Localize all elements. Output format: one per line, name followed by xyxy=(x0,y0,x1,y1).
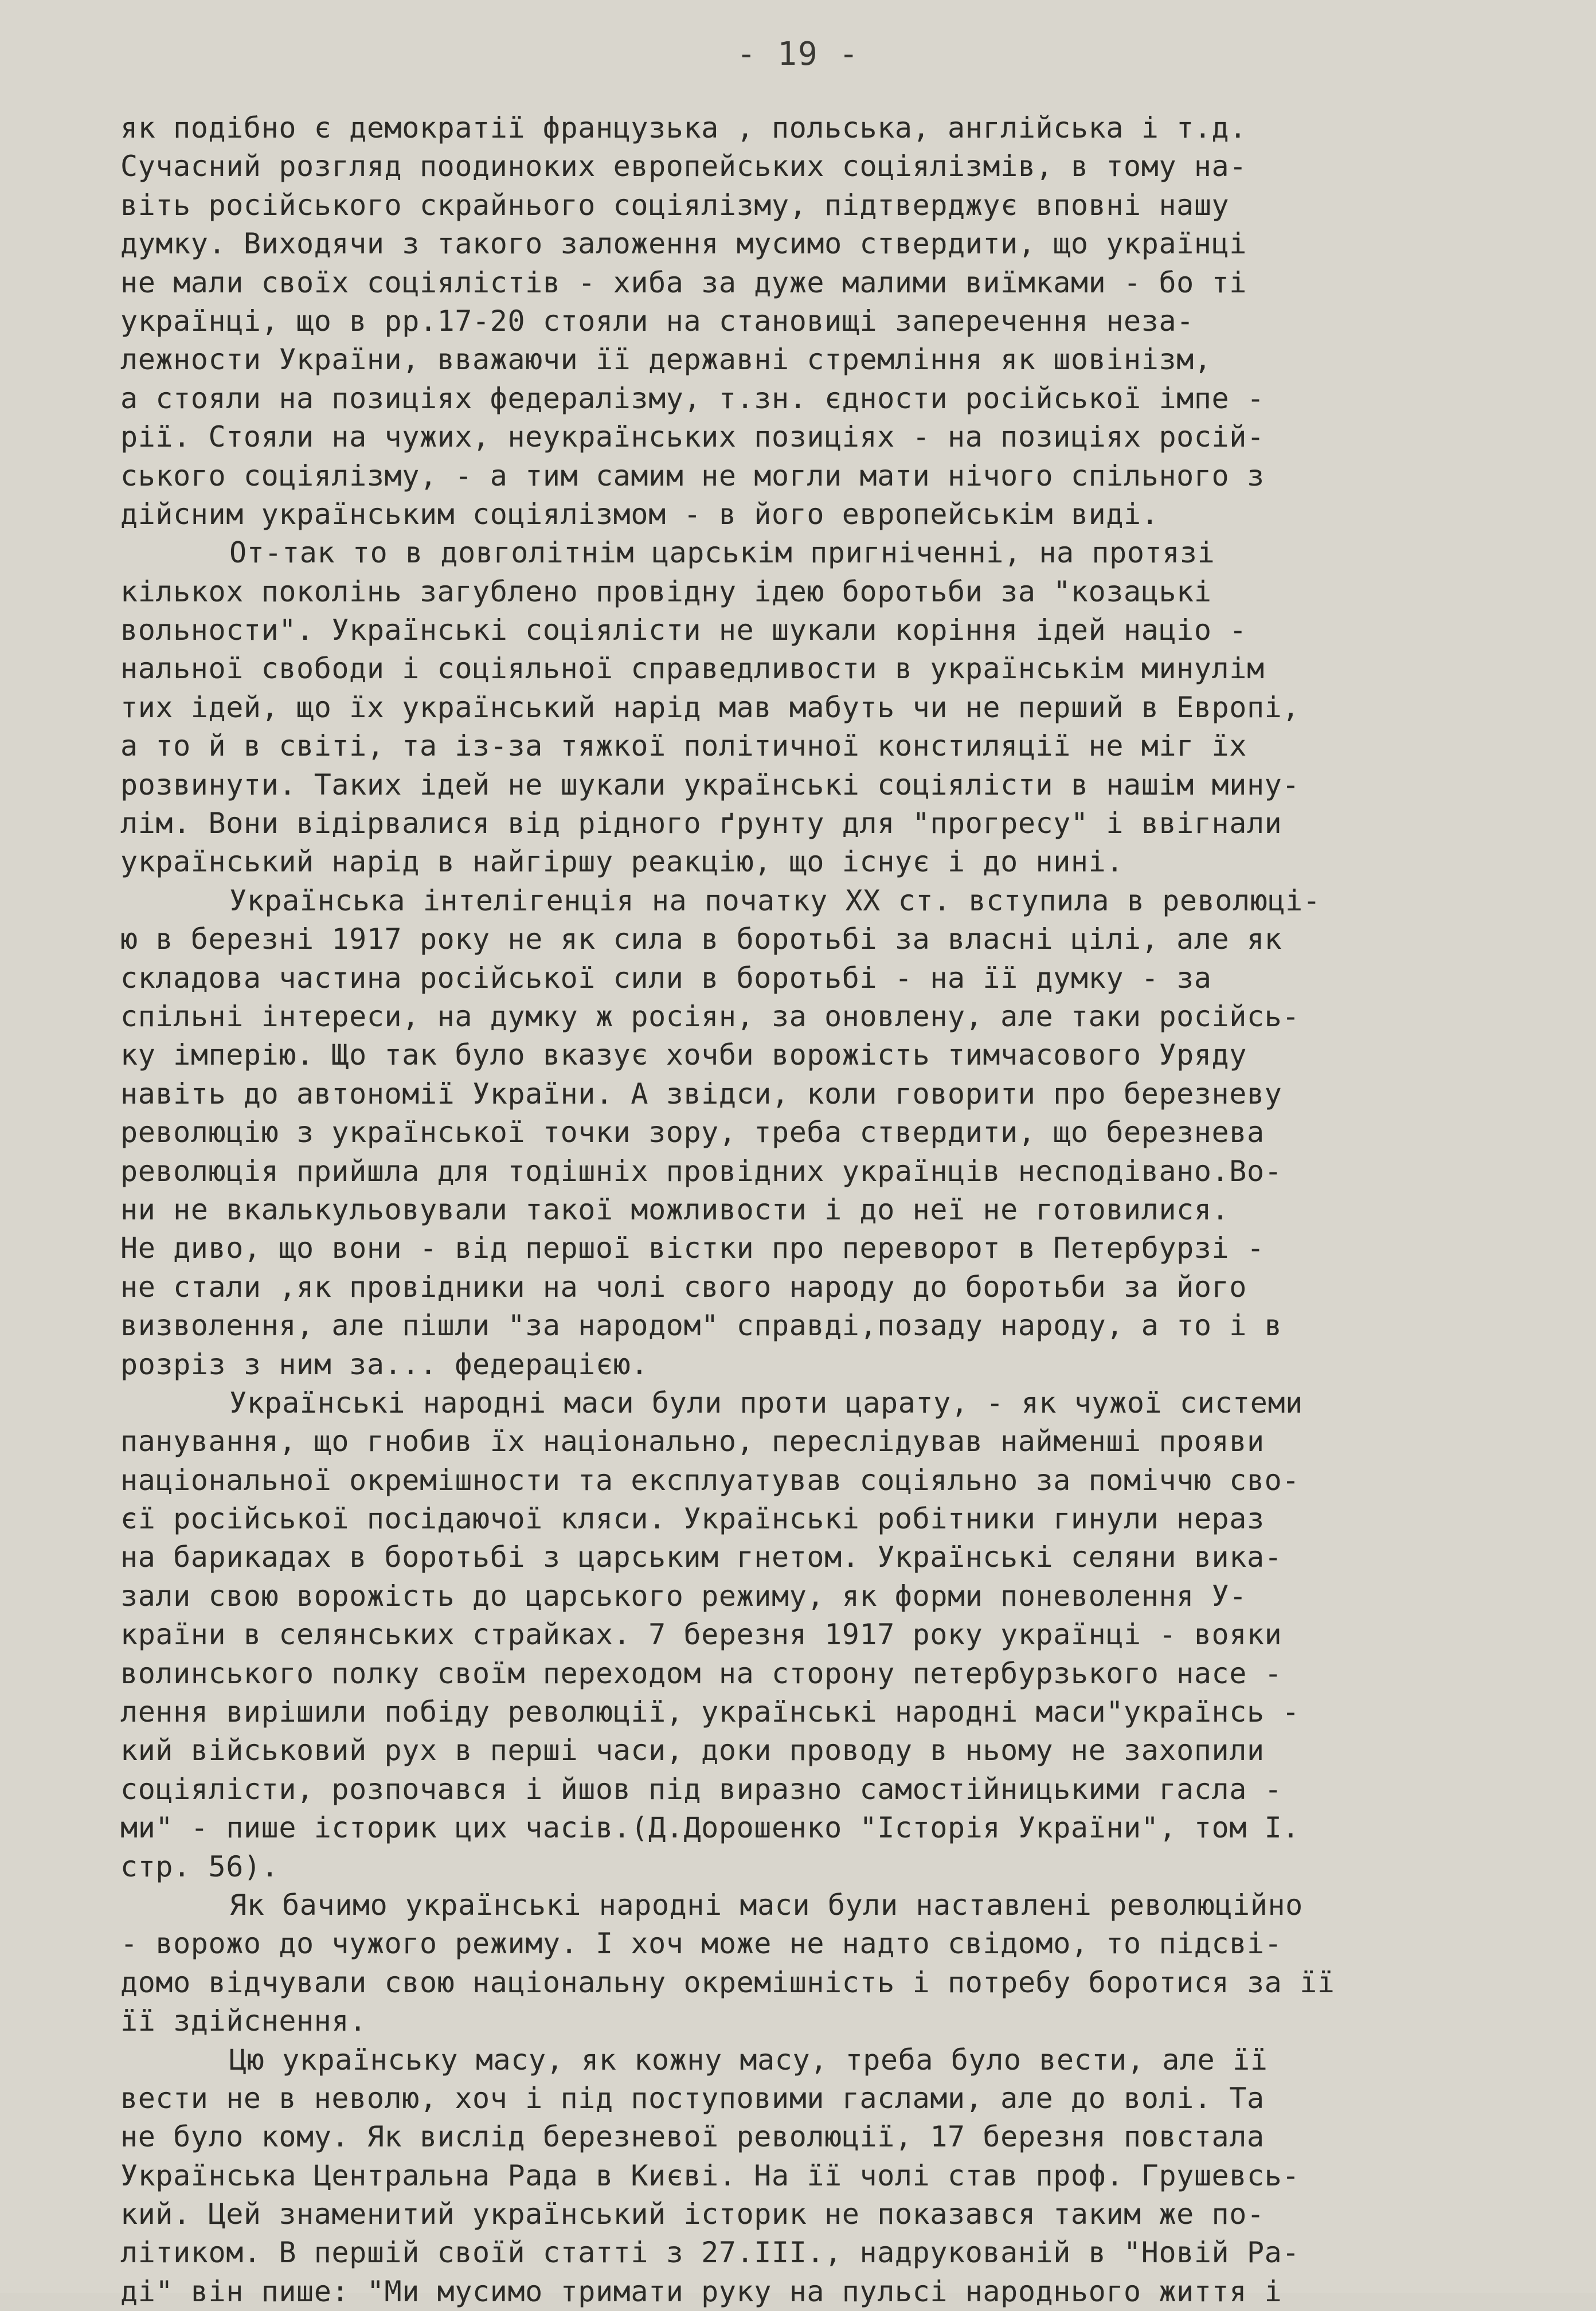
text-line: її здійснення. xyxy=(120,2004,367,2038)
text-line: волинського полку своїм переходом на сторону петербурзького насе - xyxy=(120,1656,1282,1690)
text-line: ю в березні 1917 року не як сила в боротьбі за власні цілі, але як xyxy=(120,922,1282,956)
text-line: не стали ,як провідники на чолі свого народу до боротьби за його xyxy=(120,1270,1247,1304)
text-line: спільні інтереси, на думку ж росіян, за оновлену, але таки російсь- xyxy=(120,999,1300,1033)
text-line: Сучасний розгляд поодиноких европейських соціялізмів, в тому на- xyxy=(120,150,1247,183)
text-line: лежности України, вважаючи її державні стремління як шовінізм, xyxy=(120,343,1212,377)
text-line: єї російської посідаючої кляси. Українські робітники гинули нераз xyxy=(120,1502,1265,1536)
text-line: Українська Центральна Рада в Києві. На її чолі став проф. Грушевсь- xyxy=(120,2159,1300,2192)
text-line: ку імперію. Що так було вказує хочби ворожість тимчасового Уряду xyxy=(120,1038,1247,1072)
text-line: Українська інтелігенція на початку XX ст. вступила в революці- xyxy=(229,883,1321,917)
text-line: як подібно є демократії французька , польська, англійська і т.д. xyxy=(120,111,1247,144)
text-line: революцію з української точки зору, треба ствердити, що березнева xyxy=(120,1116,1265,1149)
page-number: - 19 - xyxy=(736,36,860,73)
text-line: навіть до автономії України. А звідси, коли говорити про березневу xyxy=(120,1077,1282,1110)
text-line: країни в селянських страйках. 7 березня 1917 року українці - вояки xyxy=(120,1618,1282,1652)
text-line: думку. Виходячи з такого заложення мусимо ствердити, що українці xyxy=(120,227,1247,261)
text-line: вести не в неволю, хоч і під поступовими гаслами, але до волі. Та xyxy=(120,2081,1265,2115)
text-line: Українські народні маси були проти царату, - як чужої системи xyxy=(229,1386,1303,1420)
text-line: кількох поколінь загублено провідну ідею боротьби за "козацькі xyxy=(120,574,1212,608)
text-line: зали свою ворожість до царського режиму, як форми поневолення У- xyxy=(120,1579,1247,1613)
text-line: ни не вкалькульовували такої можливости і до неї не готовилися. xyxy=(120,1192,1230,1226)
text-line: Цю українську масу, як кожну масу, треба було вести, але її xyxy=(229,2043,1268,2077)
text-line: кий. Цей знаменитий український історик не показався таким же по- xyxy=(120,2197,1265,2231)
text-line: український нарід в найгіршу реакцію, що існує і до нині. xyxy=(120,845,1124,879)
text-line: складова частина російської сили в боротьбі - на її думку - за xyxy=(120,961,1212,995)
text-line: не було кому. Як вислід березневої революції, 17 березня повстала xyxy=(120,2120,1265,2154)
text-line: лім. Вони відірвалися від рідного ґрунту для "прогресу" і ввігнали xyxy=(120,807,1282,840)
body-text xyxy=(120,109,1536,2311)
text-line: віть російського скрайнього соціялізму, підтверджує вповні нашу xyxy=(120,188,1230,222)
text-line: дійсним українським соціялізмом - в його европейськім виді. xyxy=(120,497,1159,531)
text-line: ського соціялізму, - а тим самим не могли мати нічого спільного з xyxy=(120,459,1265,492)
text-line: на барикадах в боротьбі з царським гнетом. Українські селяни вика- xyxy=(120,1540,1282,1574)
text-line: стр. 56). xyxy=(120,1849,279,1883)
text-line: розвинути. Таких ідей не шукали українські соціялісти в нашім мину- xyxy=(120,768,1300,801)
text-line: панування, що гнобив їх національно, переслідував найменші прояви xyxy=(120,1425,1265,1458)
text-line: тих ідей, що їх український нарід мав мабуть чи не перший в Европі, xyxy=(120,690,1300,724)
text-line: розріз з ним за... федерацією. xyxy=(120,1347,649,1381)
text-line: не мали своїх соціялістів - хиба за дуже малими виїмками - бо ті xyxy=(120,265,1247,299)
text-line: Не диво, що вони - від першої вістки про переворот в Петербурзі - xyxy=(120,1231,1265,1265)
text-line: лення вирішили побіду революції, українські народні маси"українсь - xyxy=(120,1695,1300,1729)
text-line: революція прийшла для тодішніх провідних українців несподівано.Во- xyxy=(120,1154,1282,1188)
text-line: кий військовий рух в перші часи, доки проводу в ньому не захопили xyxy=(120,1734,1265,1768)
text-line: літиком. В першій своїй статті з 27.III., надрукованій в "Новій Ра- xyxy=(120,2236,1300,2270)
text-line: а стояли на позиціях федералізму, т.зн. єдности російської імпе - xyxy=(120,381,1265,415)
text-line: - ворожо до чужого режиму. І хоч може не надто свідомо, то підсві- xyxy=(120,1927,1282,1961)
text-line: вольности". Українські соціялісти не шукали коріння ідей націо - xyxy=(120,613,1247,647)
text-line: українці, що в рр.17-20 стояли на становищі заперечення неза- xyxy=(120,304,1194,338)
text-line: От-так то в довголітнім царськім пригніченні, на протязі xyxy=(229,536,1215,570)
text-line: а то й в світі, та із-за тяжкої політичної констиляції не міг їх xyxy=(120,729,1247,763)
text-line: ми" - пише історик цих часів.(Д.Дорошенко "Історія України", том I. xyxy=(120,1811,1300,1845)
text-line: соціялісти, розпочався і йшов під виразно самостійницькими гасла - xyxy=(120,1772,1282,1806)
text-line: Як бачимо українські народні маси були наставлені революційно xyxy=(229,1888,1303,1922)
text-line: рії. Стояли на чужих, неукраїнських позиціях - на позиціях росій- xyxy=(120,420,1265,454)
text-line: національної окремішности та експлуатував соціяльно за поміччю сво- xyxy=(120,1463,1300,1497)
text-line: домо відчували свою національну окремішність і потребу боротися за її xyxy=(120,1965,1335,1999)
text-line: визволення, але пішли "за народом" справді,позаду народу, а то і в xyxy=(120,1309,1282,1343)
text-line: ді" він пише: "Ми мусимо тримати руку на пульсі народнього життя і xyxy=(120,2274,1282,2308)
text-line: нальної свободи і соціяльної справедливости в українськім минулім xyxy=(120,652,1265,686)
